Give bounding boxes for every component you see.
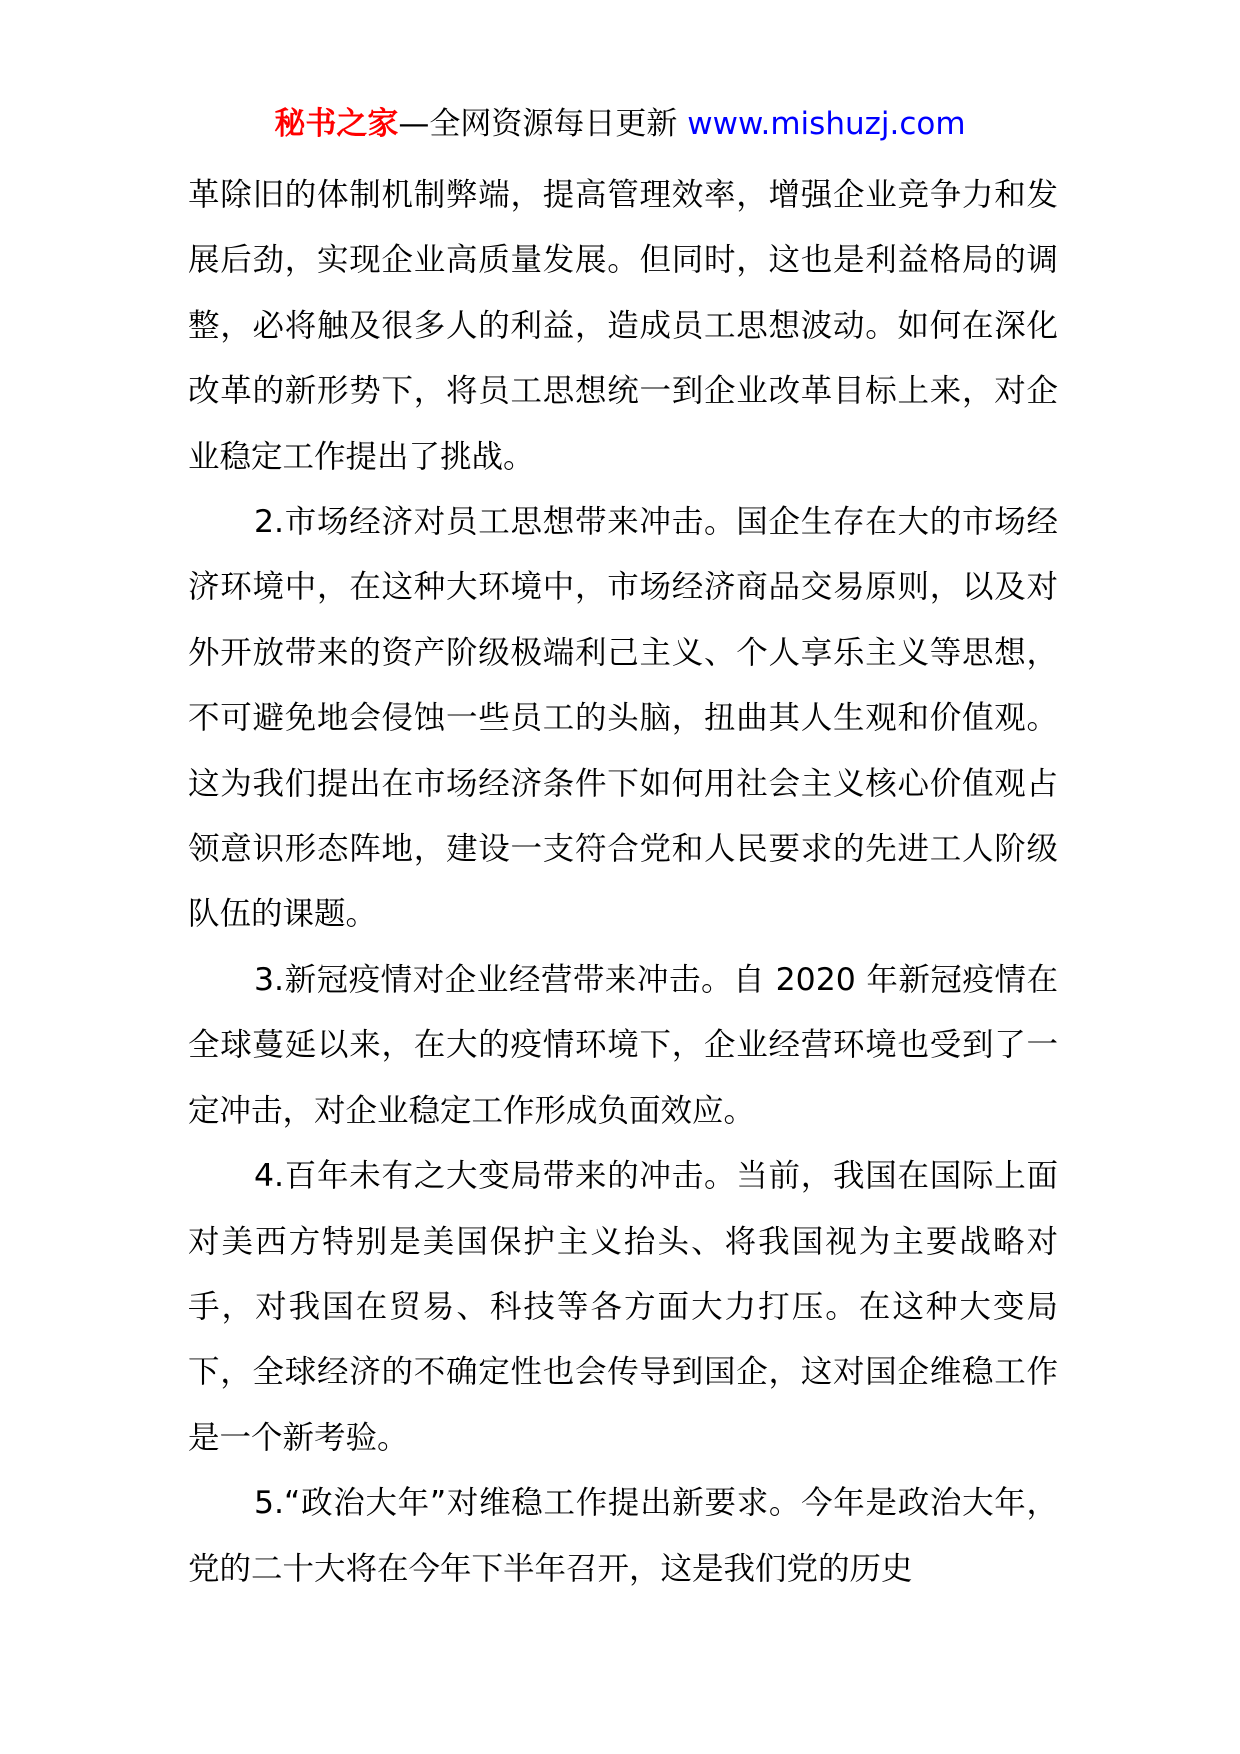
paragraph-continued: 革除旧的体制机制弊端，提高管理效率，增强企业竞争力和发展后劲，实现企业高质量发展。但同时，这也是利益格局的调整，必将触及很多人的利益，造成员工思想波动。如何在深化改革的新形势下，将员工思想统一到企业改革目标上来，对企业稳定工作提出了挑战。 — [188, 177, 1058, 475]
site-url[interactable]: www.mishuzj.com — [687, 106, 966, 142]
header-tagline: —全网资源每日更新 — [398, 106, 688, 142]
brand-name: 秘书之家 — [274, 106, 399, 142]
paragraph-covid: 3.新冠疫情对企业经营带来冲击。自 2020 年新冠疫情在全球蔓延以来，在大的疫情环境下，企业经营环境也受到了一定冲击，对企业稳定工作形成负面效应。 — [188, 961, 1058, 1129]
document-body — [188, 163, 1058, 1602]
paragraph-political-year: 5.“政治大年”对维稳工作提出新要求。今年是政治大年，党的二十大将在今年下半年召开，这是我们党的历史 — [188, 1485, 1058, 1587]
page-header — [0, 104, 1240, 144]
paragraph-market-economy: 2.市场经济对员工思想带来冲击。国企生存在大的市场经济环境中，在这种大环境中，市场经济商品交易原则，以及对外开放带来的资产阶级极端利己主义、个人享乐主义等思想，不可避免地会侵蚀一些员工的头脑，扭曲其人生观和价值观。这为我们提出在市场经济条件下如何用社会主义核心价值观占领意识形态阵地，建设一支符合党和人民要求的先进工人阶级队伍的课题。 — [188, 504, 1058, 933]
paragraph-global-change: 4.百年未有之大变局带来的冲击。当前，我国在国际上面对美西方特别是美国保护主义抬头、将我国视为主要战略对手，对我国在贸易、科技等各方面大力打压。在这种大变局下，全球经济的不确定性也会传导到国企，这对国企维稳工作是一个新考验。 — [188, 1158, 1058, 1456]
